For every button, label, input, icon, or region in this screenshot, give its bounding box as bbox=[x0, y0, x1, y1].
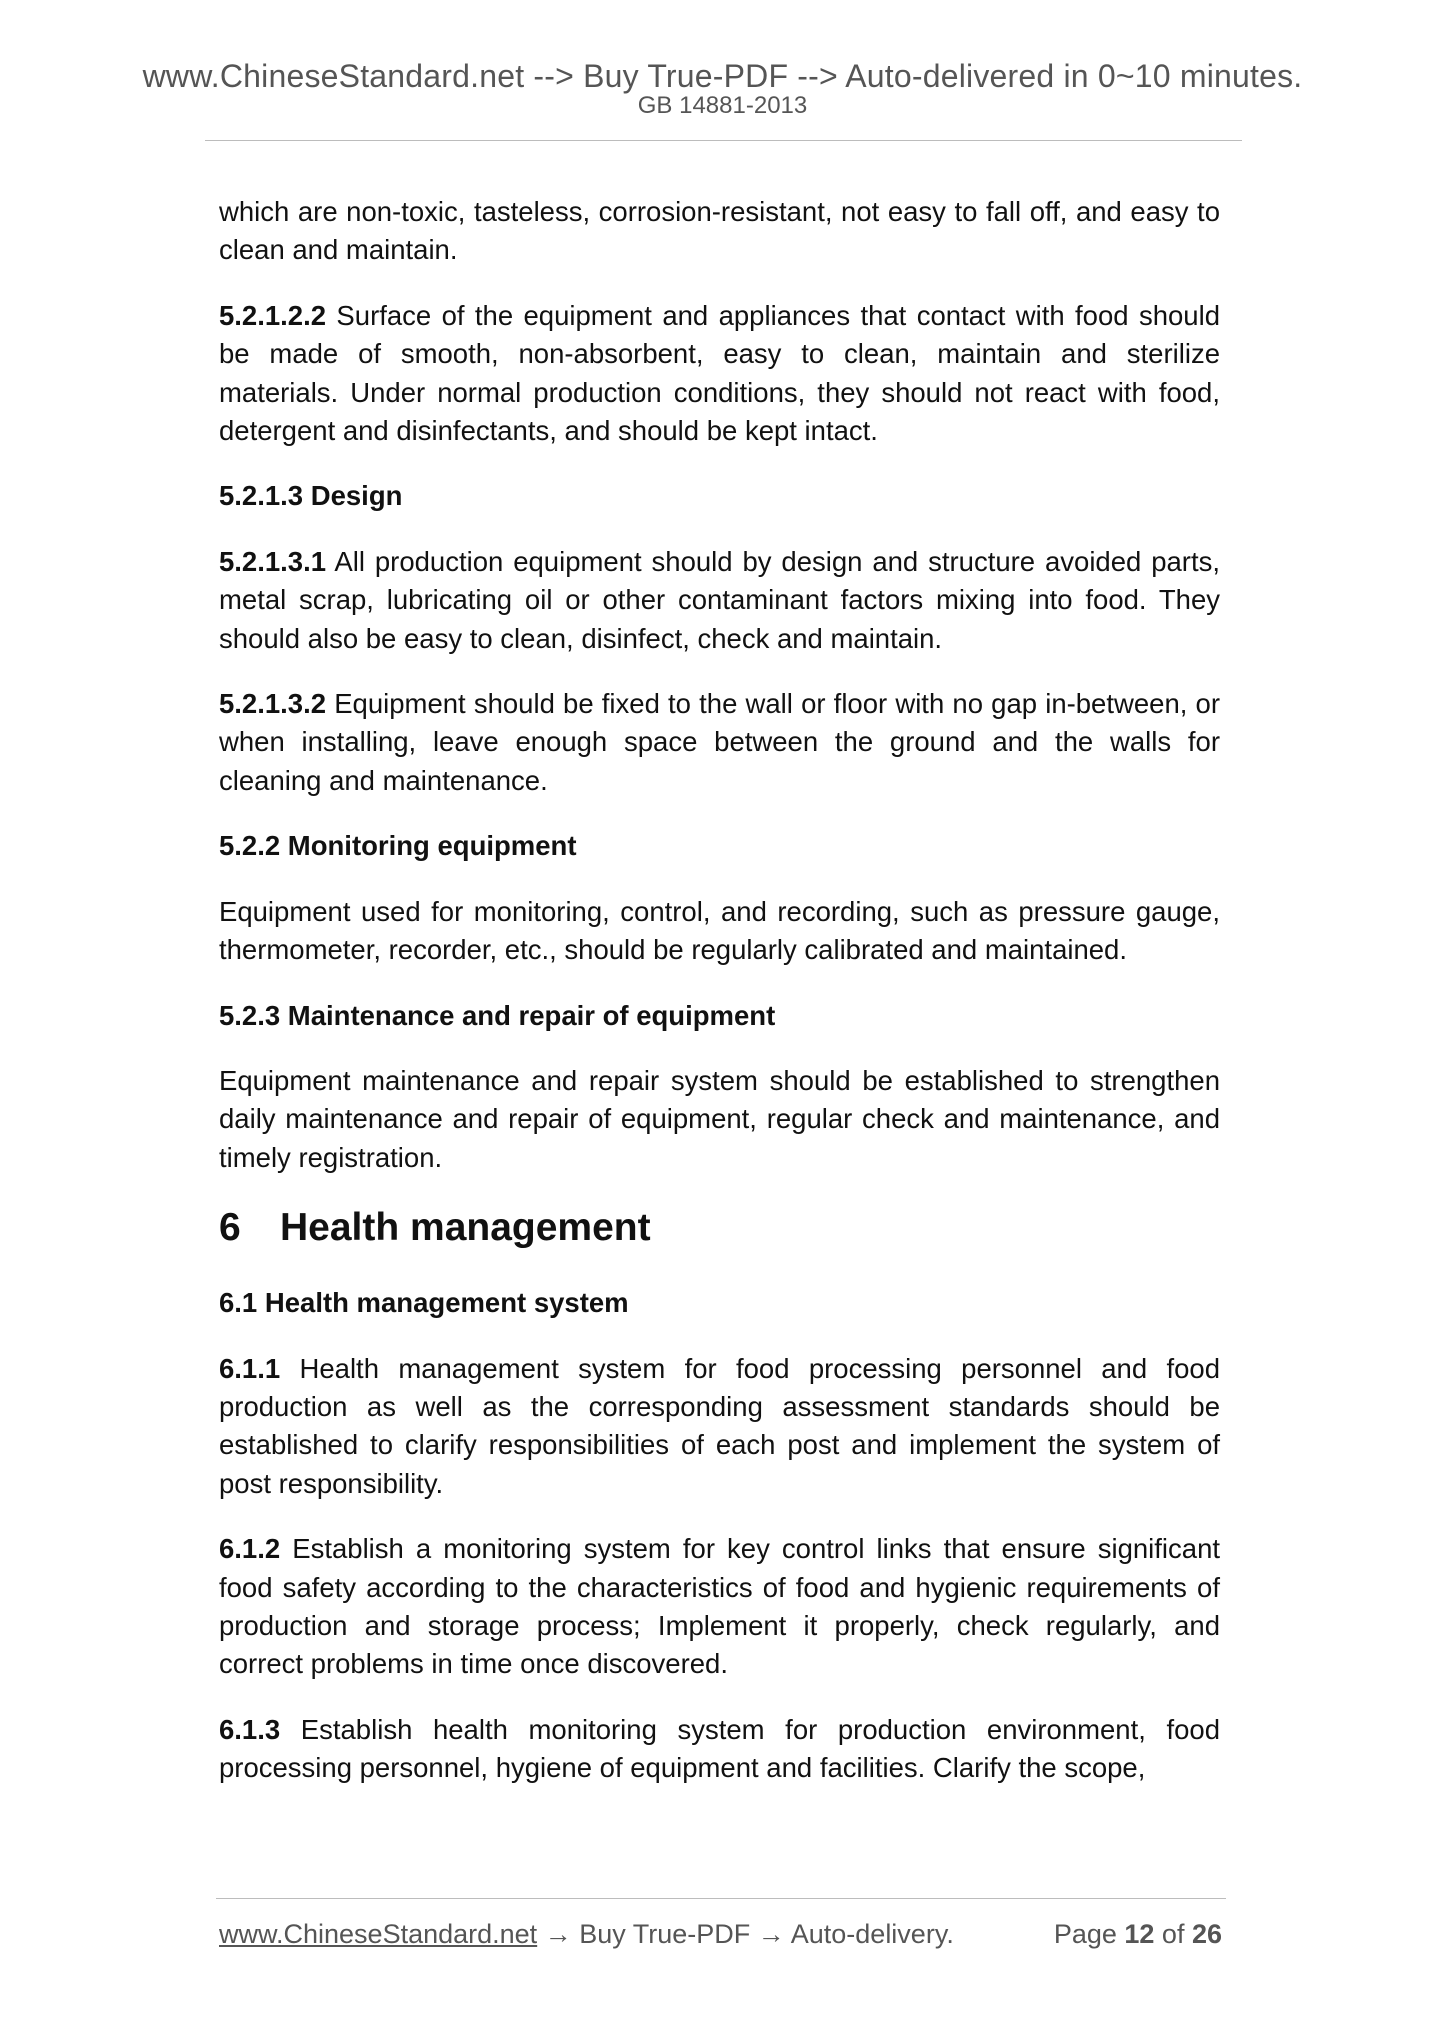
clause-6-1-1 bbox=[219, 1350, 1220, 1504]
clause-5-2-1-2-2 bbox=[219, 297, 1220, 451]
section-heading-6 bbox=[219, 1204, 1220, 1252]
clause-6-1-3 bbox=[219, 1711, 1220, 1788]
heading-5-2-1-3: 5.2.1.3 Design bbox=[219, 480, 403, 512]
clause-text: Equipment should be fixed to the wall or floor with no gap in-between, or when installing, leave enough space between the ground and the walls for cleaning and maintenance. bbox=[219, 688, 1220, 796]
footer-promo bbox=[219, 1918, 954, 1950]
section-title: Health management bbox=[280, 1206, 651, 1250]
clause-number: 5.2.1.3.1 bbox=[219, 545, 327, 577]
clause-number: 6.1.3 bbox=[219, 1713, 281, 1745]
clause-number: 5.2.1.2.2 bbox=[219, 299, 327, 331]
paragraph-5-2-2: Equipment used for monitoring, control, and recording, such as pressure gauge, thermometer, recorder, etc., should be regularly calibrated and maintained. bbox=[219, 895, 1220, 966]
clause-5-2-1-3-1 bbox=[219, 543, 1220, 658]
clause-number: 6.1.1 bbox=[219, 1352, 281, 1384]
page-label: Page bbox=[1053, 1919, 1125, 1949]
paragraph-5-2-3: Equipment maintenance and repair system should be established to strengthen daily maintenance and repair of equipment, regular check and maintenance, and timely registration. bbox=[219, 1064, 1220, 1173]
heading-5-2-2: 5.2.2 Monitoring equipment bbox=[219, 830, 577, 862]
clause-text: Establish a monitoring system for key control links that ensure significant food safety according to the characteristics of food and hygienic requirements of production and storage process; Implement it properly, check regularly, and correct problems in time once discovered. bbox=[219, 1533, 1220, 1680]
header-banner: www.ChineseStandard.net --> Buy True-PDF --> Auto-delivered in 0~10 minutes. bbox=[142, 58, 1303, 94]
clause-number: 5.2.1.3.2 bbox=[219, 688, 327, 720]
page-indicator bbox=[1054, 1918, 1222, 1950]
section-number: 6 bbox=[219, 1206, 241, 1250]
page-content bbox=[219, 193, 1220, 1815]
clause-5-2-1-3-2 bbox=[219, 685, 1220, 800]
clause-text: Surface of the equipment and appliances that contact with food should be made of smooth, non-absorbent, easy to clean, maintain and sterilize materials. Under normal production conditions, they should not react with food, detergent and disinfectants, and should be kept intact. bbox=[219, 299, 1220, 447]
header-divider bbox=[205, 140, 1242, 141]
clause-6-1-2 bbox=[219, 1530, 1220, 1684]
footer-divider bbox=[216, 1898, 1226, 1899]
heading-5-2-3: 5.2.3 Maintenance and repair of equipment bbox=[219, 999, 776, 1031]
page-total: 26 bbox=[1191, 1919, 1222, 1949]
paragraph-intro: which are non-toxic, tasteless, corrosion-resistant, not easy to fall off, and easy to clean and maintain. bbox=[219, 196, 1220, 266]
standard-number: GB 14881-2013 bbox=[637, 92, 808, 119]
clause-text: Establish health monitoring system for production environment, food processing personnel, hygiene of equipment and facilities. Clarify the scope, bbox=[219, 1713, 1220, 1784]
heading-6-1: 6.1 Health management system bbox=[219, 1287, 629, 1319]
clause-text: All production equipment should by design and structure avoided parts, metal scrap, lubricating oil or other contaminant factors mixing into food. They should also be easy to clean, disinfect, check and maintain. bbox=[219, 545, 1220, 654]
footer-site-link[interactable]: www.ChineseStandard.net bbox=[219, 1919, 538, 1949]
clause-number: 6.1.2 bbox=[219, 1533, 281, 1565]
page-of-label: of bbox=[1154, 1919, 1192, 1949]
clause-text: Health management system for food processing personnel and food production as well as the corresponding assessment standards should be established to clarify responsibilities of each post and implement the system of post responsibility. bbox=[219, 1352, 1220, 1499]
page-current: 12 bbox=[1124, 1919, 1155, 1949]
footer-promo-text: → Buy True-PDF → Auto-delivery. bbox=[537, 1919, 954, 1949]
